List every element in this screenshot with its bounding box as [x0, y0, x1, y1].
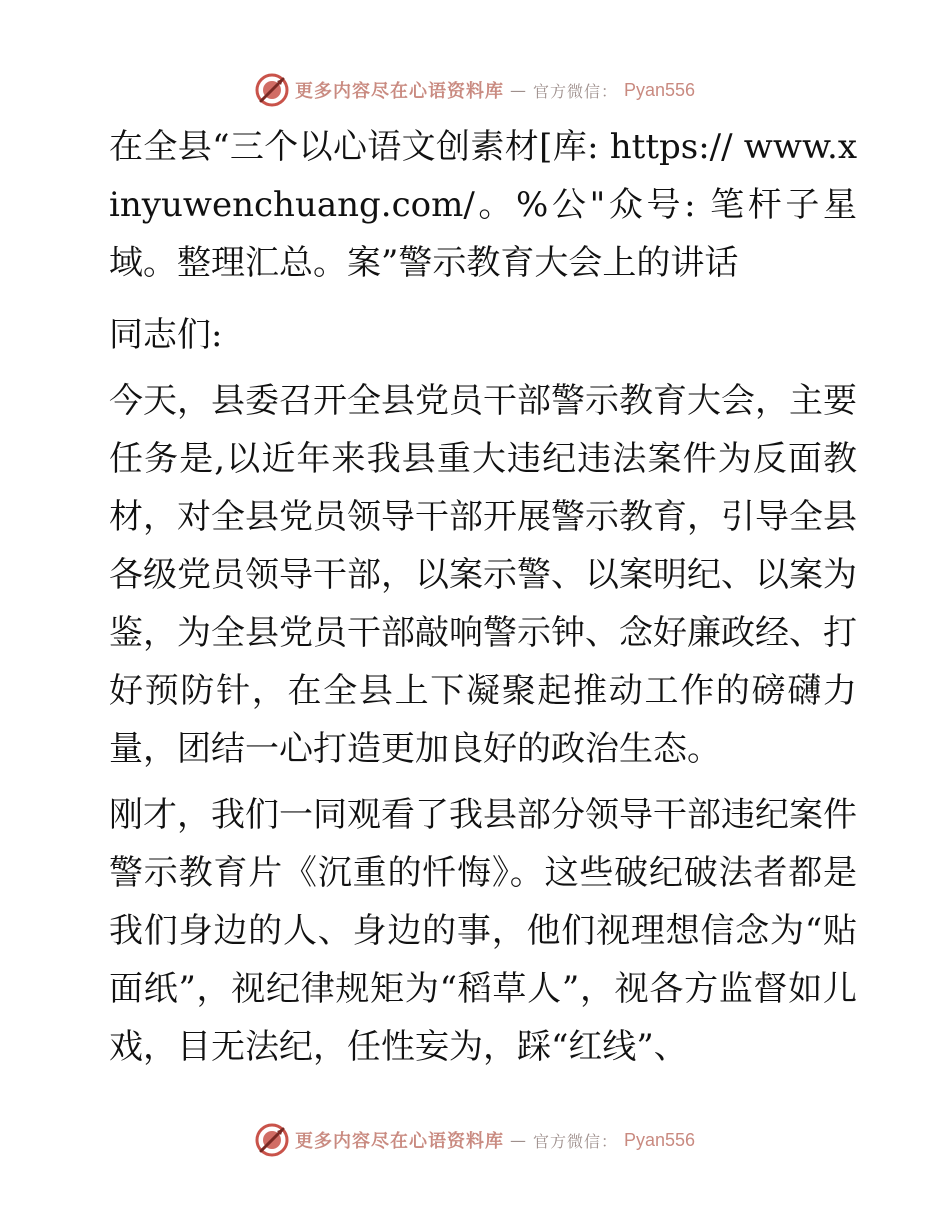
footer-banner-official-label: 官方微信：	[532, 1131, 618, 1151]
header-banner-wechat-id: Pyan556	[623, 79, 696, 100]
footer-banner-dash: —	[509, 1130, 527, 1150]
paragraph-1: 今天，县委召开全县党员干部警示教育大会，主要任务是,以近年来我县重大违纪违法案件为反面教材，对全县党员领导干部开展警示教育，引导全县各级党员领导干部，以案示警、以案明纪、以案为鉴，为全县党员干部敲响警示钟、念好廉政经、打好预防针，在全县上下凝聚起推动工作的磅礴力量，团结一心打造更加良好的政治生态。	[109, 381, 857, 769]
red-seal-logo-icon	[255, 1123, 289, 1157]
header-banner-main-text: 更多内容尽在心语资料库	[294, 81, 504, 102]
header-banner-official-label: 官方微信：	[532, 81, 618, 101]
header-banner	[0, 70, 950, 110]
footer-banner	[0, 1120, 950, 1160]
paragraph-2: 刚才，我们一同观看了我县部分领导干部违纪案件警示教育片《沉重的忏悔》。这些破纪破法者都是我们身边的人、身边的事，他们视理想信念为“贴面纸”，视纪律规矩为“稻草人”，视各方监督如儿戏，目无法纪，任性妄为，踩“红线”、	[109, 795, 857, 1067]
footer-banner-main-text: 更多内容尽在心语资料库	[294, 1131, 504, 1152]
footer-banner-wechat-id: Pyan556	[623, 1129, 696, 1150]
red-seal-logo-icon	[255, 73, 289, 107]
salutation: 同志们:	[109, 315, 223, 355]
document-body	[97, 118, 857, 1084]
header-banner-dash: —	[509, 80, 527, 100]
document-title: 在全县“三个以心语文创素材[库: https:// www.xinyuwenchuang.com/。%公"众号: 笔杆子星域。整理汇总。案”警示教育大会上的讲话	[109, 127, 857, 283]
